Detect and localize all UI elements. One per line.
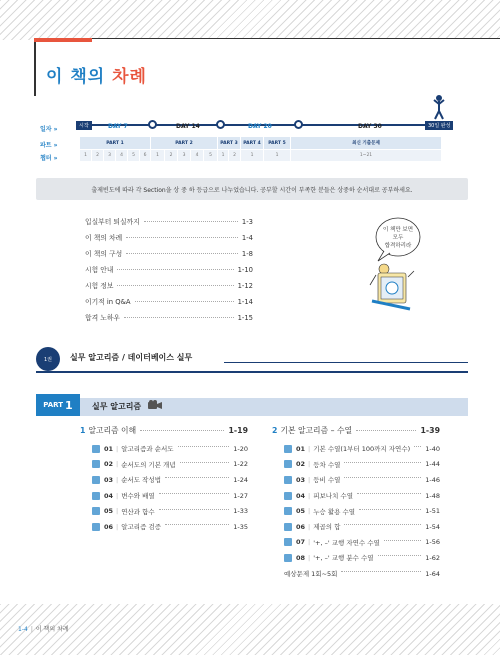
chapter-cell: 1~21 (291, 150, 441, 161)
section-item[interactable]: 06 | 제곱의 합 1-54 (272, 519, 440, 535)
level-icon (284, 538, 292, 546)
top-hatch-band (0, 0, 500, 40)
section-item[interactable]: 07 | '+, –' 교행 자연수 수열 1-56 (272, 535, 440, 551)
chapter-cell: 5 (128, 150, 139, 161)
level-icon (92, 460, 100, 468)
section-item[interactable]: 05 | 연산과 함수 1-33 (80, 503, 248, 519)
timeline-part-4: PART 4 (241, 137, 263, 149)
chapter-heading[interactable]: 1 알고리즘 이해 1-19 (80, 426, 248, 435)
intro-item[interactable]: 입실부터 퇴실까지 1-3 (85, 218, 253, 226)
timeline-marker (294, 120, 303, 129)
volume-rule-thin (224, 362, 468, 363)
timeline-part-5: PART 5 (264, 137, 290, 149)
intro-item[interactable]: 시험 안내 1-10 (85, 266, 253, 274)
chapter-cell: 1 (218, 150, 228, 161)
intro-list (85, 216, 253, 328)
level-icon (284, 476, 292, 484)
bottom-hatch-band (0, 604, 500, 655)
timeline-day-14: DAY 14 (176, 123, 200, 130)
chapter-1-column (80, 425, 248, 535)
level-icon (92, 476, 100, 484)
section-item[interactable]: 01 | 알고리즘과 순서도 1-20 (80, 441, 248, 457)
section-item[interactable]: 06 | 알고리즘 검증 1-35 (80, 519, 248, 535)
chapter-cell: 2 (92, 150, 103, 161)
timeline-parts-row (80, 137, 441, 149)
chapter-cell: 6 (140, 150, 150, 161)
chapter-cell: 4 (116, 150, 127, 161)
intro-item[interactable]: 이기적 in Q&A 1-14 (85, 298, 253, 306)
chapter-heading[interactable]: 2 기본 알고리즘 – 수열 1-39 (272, 426, 440, 435)
chapter-cell: 1 (264, 150, 290, 161)
svg-text:이 책만 보면: 이 책만 보면 (382, 227, 414, 233)
section-item[interactable]: 02 | 순서도의 기본 개념 1-22 (80, 457, 248, 473)
section-item[interactable]: 03 | 등비 수열 1-46 (272, 472, 440, 488)
timeline-chapters-label: 챕터 » (40, 155, 58, 162)
level-icon (284, 445, 292, 453)
chapter-cell: 2 (165, 150, 177, 161)
chapter-cell: 3 (104, 150, 115, 161)
title-rule (92, 38, 500, 39)
start-badge: 시작 (76, 121, 92, 130)
timeline-part-latest: 최신 기출문제 (291, 137, 441, 149)
page-title: 이 책의 차례 (46, 67, 147, 87)
runner-icon (432, 94, 446, 120)
timeline-day-30: DAY 30 (358, 123, 382, 130)
title-accent-bar (34, 38, 92, 42)
section-item[interactable]: 05 | 누승 활용 수열 1-51 (272, 503, 440, 519)
section-item[interactable]: 04 | 변수와 배열 1-27 (80, 488, 248, 504)
level-icon (284, 523, 292, 531)
section-item[interactable]: 03 | 순서도 작성법 1-24 (80, 472, 248, 488)
volume-title: 실무 알고리즘 / 데이터베이스 실무 (70, 353, 193, 362)
level-icon (92, 507, 100, 515)
intro-item[interactable]: 이 책의 차례 1-4 (85, 234, 253, 242)
section-item[interactable]: 02 | 등차 수열 1-44 (272, 457, 440, 473)
timeline-chapters-row (80, 150, 441, 161)
chapter-cell: 1 (241, 150, 263, 161)
footer-title: 이 책의 차례 (35, 626, 69, 633)
svg-text:모두: 모두 (392, 235, 404, 241)
timeline-part-1: PART 1 (80, 137, 150, 149)
level-icon (92, 523, 100, 531)
timeline-marker (148, 120, 157, 129)
intro-item[interactable]: 이 책의 구성 1-8 (85, 250, 253, 258)
timeline-day-7: DAY 7 (108, 123, 128, 130)
chapter-2-column (272, 425, 440, 581)
timeline-parts-label: 파트 » (40, 142, 58, 149)
level-icon (284, 554, 292, 562)
svg-text:합격하리라: 합격하리라 (384, 243, 412, 249)
chapter-cell: 1 (80, 150, 91, 161)
section-item[interactable]: 08 | '+, –' 교행 분수 수열 1-62 (272, 550, 440, 566)
chapter-cell: 2 (229, 150, 240, 161)
part-tag: PART 1 (36, 394, 80, 416)
study-notice: 출제빈도에 따라 각 Section을 상 중 하 등급으로 나누었습니다. 공부할 시간이 부족한 분들은 상중하 순서대로 공부하세요. (36, 178, 468, 200)
volume-rule (36, 371, 468, 373)
chapter-cell: 5 (204, 150, 217, 161)
end-badge: 30일 완성 (425, 121, 453, 130)
volume-badge: 1권 (36, 347, 60, 371)
section-item[interactable]: 01 | 기본 수열(1부터 100까지 자연수) 1-40 (272, 441, 440, 457)
level-icon (92, 445, 100, 453)
page-footer: 1-4 | 이 책의 차례 (18, 626, 69, 633)
part-title: 실무 알고리즘 (92, 402, 142, 411)
level-icon (284, 492, 292, 500)
level-icon (284, 507, 292, 515)
section-item[interactable]: 04 | 피보나치 수열 1-48 (272, 488, 440, 504)
timeline-part-2: PART 2 (151, 137, 217, 149)
timeline-days-label: 일자 » (40, 126, 58, 133)
level-icon (92, 492, 100, 500)
intro-item[interactable]: 시험 정보 1-12 (85, 282, 253, 290)
timeline-day-20: DAY 20 (248, 123, 272, 130)
level-icon (284, 460, 292, 468)
chapter-cell: 1 (151, 150, 164, 161)
intro-item[interactable]: 합격 노하우 1-15 (85, 314, 253, 322)
practice-exams-item[interactable]: 예상문제 1회~5회 1-64 (284, 569, 440, 579)
chapter-cell: 4 (191, 150, 203, 161)
timeline-part-3: PART 3 (218, 137, 240, 149)
timeline-marker (216, 120, 225, 129)
chapter-cell: 3 (178, 150, 190, 161)
book-character-illustration (350, 215, 430, 315)
video-camera-icon (148, 400, 162, 410)
footer-page-number: 1-4 (18, 626, 28, 633)
